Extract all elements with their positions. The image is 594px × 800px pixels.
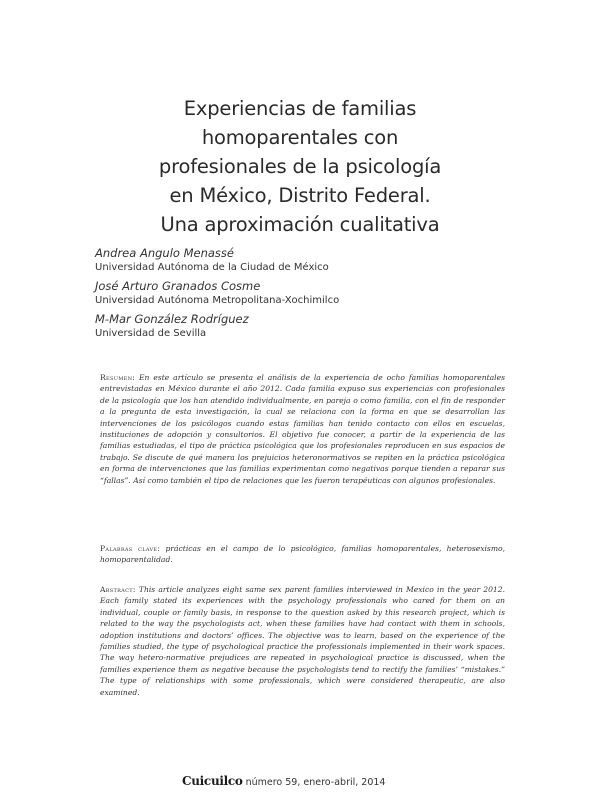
keywords-paragraph <box>100 543 505 566</box>
author-2 <box>95 279 515 308</box>
author-name: José Arturo Granados Cosme <box>95 279 261 293</box>
resumen-paragraph <box>100 372 505 486</box>
page-footer <box>182 774 385 788</box>
keywords-text: prácticas en el campo de lo psicológico, familias homoparentales, heterosexismo, homoparentalidad. <box>100 544 506 565</box>
abstract-label: Abstract: <box>100 585 136 594</box>
resumen-text: En este artículo se presenta el análisis de la experiencia de ocho familias homoparentales entrevistadas en México durante el año 2012. Cada familia expuso sus experiencias con profesionales de la psicología que los han atendido individualmente, en pareja o como familia, con el fin de responder a la pregunta de esta investigación, la cual se relaciona con la forma en que se desarrollan las intervenciones de los psicólogos cuando estas familias han tenido contacto con ellos en escuelas, instituciones de adopción y consultorios. El objetivo fue conocer, a partir de la experiencia de las familias estudiadas, el tipo de práctica psicológica que los profesionales reproducen en sus espacios de trabajo. Se discute de qué manera los prejuicios heteronormativos se repiten en la práctica psicológica en forma de intervenciones que las familias experimentan como negativas porque tienden a reparar sus “fallas”. Así como también el tipo de relaciones que les fueron terapéuticas con algunos profesionales. <box>100 373 505 485</box>
resumen-label: Resumen: <box>100 373 136 382</box>
article-title: Experiencias de familias homoparentales con profesionales de la psicología en México, Distrito Federal. Una aproximación cualitativa <box>158 97 442 236</box>
author-list <box>95 246 515 345</box>
author-3 <box>95 312 515 341</box>
author-name: M-Mar González Rodríguez <box>95 312 249 326</box>
issue-info: número 59, enero-abril, 2014 <box>245 777 386 788</box>
journal-logo: Cuicuilco <box>182 774 243 788</box>
abstract-text: This article analyzes eight same sex parent families interviewed in Mexico in the year 2012. Each family stated its experiences with the psychology professionals who cared for them on an individual, couple or family basis, in response to the question asked by this research project, which is related to the way the psychologists act, when these families have had contact with them in schools, adoption institutions and doctors’ offices. The objective was to learn, based on the experience of the families studied, the type of psychological practice the professionals implemented in their work spaces. The way hetero-normative prejudices are repeated in psychological practice is discussed, when the families experience them as negative because the psychologists tend to rectify the families’ “mistakes.” The type of relationships with some professionals, which were considered therapeutic, are also examined. <box>100 585 505 697</box>
abstract-paragraph <box>100 584 505 698</box>
author-name: Andrea Angulo Menassé <box>95 246 234 260</box>
author-affiliation: Universidad Autónoma Metropolitana-Xochimilco <box>95 295 340 306</box>
author-affiliation: Universidad Autónoma de la Ciudad de México <box>95 262 329 273</box>
keywords-label: Palabras clave: <box>100 544 161 553</box>
author-1 <box>95 246 515 275</box>
author-affiliation: Universidad de Sevilla <box>95 328 207 339</box>
